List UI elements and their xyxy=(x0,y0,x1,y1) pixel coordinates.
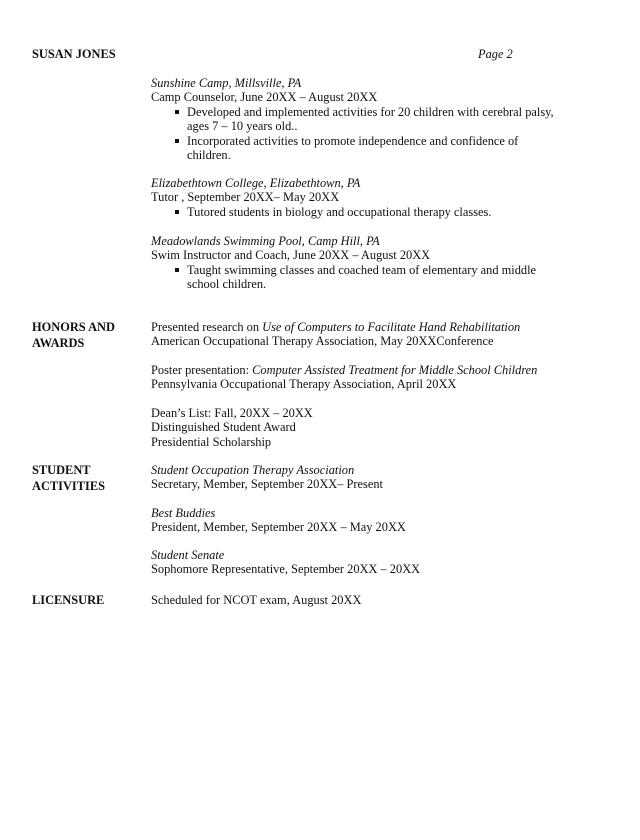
section-title-honors: HONORS AND AWARDS xyxy=(32,320,115,350)
activity-org: Student Occupation Therapy Association xyxy=(151,463,355,477)
activity-item xyxy=(151,548,591,577)
bullet-text: Incorporated activities to promote independence and confidence of children. xyxy=(187,133,519,163)
experience-entry xyxy=(151,76,591,162)
experience-entry xyxy=(151,176,591,219)
activity-item xyxy=(151,506,591,535)
activity-detail: Secretary, Member, September 20XX– Present xyxy=(151,477,383,492)
experience-entry xyxy=(151,234,591,292)
experience-bullets xyxy=(151,263,591,292)
activity-org: Student Senate xyxy=(151,548,225,562)
square-bullet-icon xyxy=(175,268,179,272)
page-number: Page 2 xyxy=(478,47,513,61)
experience-bullet xyxy=(187,105,559,134)
award-item: Dean’s List: Fall, 20XX – 20XX xyxy=(151,406,313,420)
bullet-text: Tutored students in biology and occupational therapy classes. xyxy=(187,204,492,219)
experience-role: Swim Instructor and Coach, June 20XX – August 20XX xyxy=(151,248,431,263)
section-title-activities: STUDENT ACTIVITIES xyxy=(32,463,105,493)
research-line xyxy=(151,320,591,334)
experience-bullets xyxy=(151,105,591,163)
experience-bullets xyxy=(151,205,591,219)
experience-org: Sunshine Camp, Millsville, PA xyxy=(151,76,302,90)
bullet-text: Taught swimming classes and coached team of elementary and middle school children. xyxy=(187,262,537,292)
experience-bullet xyxy=(187,263,559,292)
research-prefix: Presented research on xyxy=(151,320,263,334)
honors-poster xyxy=(151,363,591,392)
poster-line xyxy=(151,363,591,377)
honors-awards xyxy=(151,406,591,449)
research-title: Use of Computers to Facilitate Hand Rehabilitation xyxy=(262,320,521,334)
activity-detail: Sophomore Representative, September 20XX – 20XX xyxy=(151,562,421,577)
award-item: Distinguished Student Award xyxy=(151,420,296,435)
experience-role: Camp Counselor, June 20XX – August 20XX xyxy=(151,90,378,105)
applicant-name: SUSAN JONES xyxy=(32,47,116,61)
activity-item xyxy=(151,463,591,492)
honors-research xyxy=(151,320,591,349)
square-bullet-icon xyxy=(175,139,179,143)
award-item: Presidential Scholarship xyxy=(151,434,272,449)
square-bullet-icon xyxy=(175,110,179,114)
poster-title: Computer Assisted Treatment for Middle School Children xyxy=(252,363,538,377)
experience-org: Meadowlands Swimming Pool, Camp Hill, PA xyxy=(151,234,380,248)
activity-detail: President, Member, September 20XX – May 20XX xyxy=(151,520,406,535)
experience-role: Tutor , September 20XX– May 20XX xyxy=(151,190,340,205)
experience-org: Elizabethtown College, Elizabethtown, PA xyxy=(151,176,361,190)
experience-bullet xyxy=(187,205,559,219)
licensure-detail: Scheduled for NCOT exam, August 20XX xyxy=(151,593,362,607)
poster-venue: Pennsylvania Occupational Therapy Association, April 20XX xyxy=(151,377,457,392)
square-bullet-icon xyxy=(175,210,179,214)
poster-prefix: Poster presentation: xyxy=(151,363,253,377)
bullet-text: Developed and implemented activities for 20 children with cerebral palsy, ages 7 – 10 years old.. xyxy=(187,104,554,134)
research-venue: American Occupational Therapy Association, May 20XXConference xyxy=(151,334,494,349)
activity-org: Best Buddies xyxy=(151,506,216,520)
section-title-licensure: LICENSURE xyxy=(32,593,105,607)
experience-bullet xyxy=(187,134,559,163)
